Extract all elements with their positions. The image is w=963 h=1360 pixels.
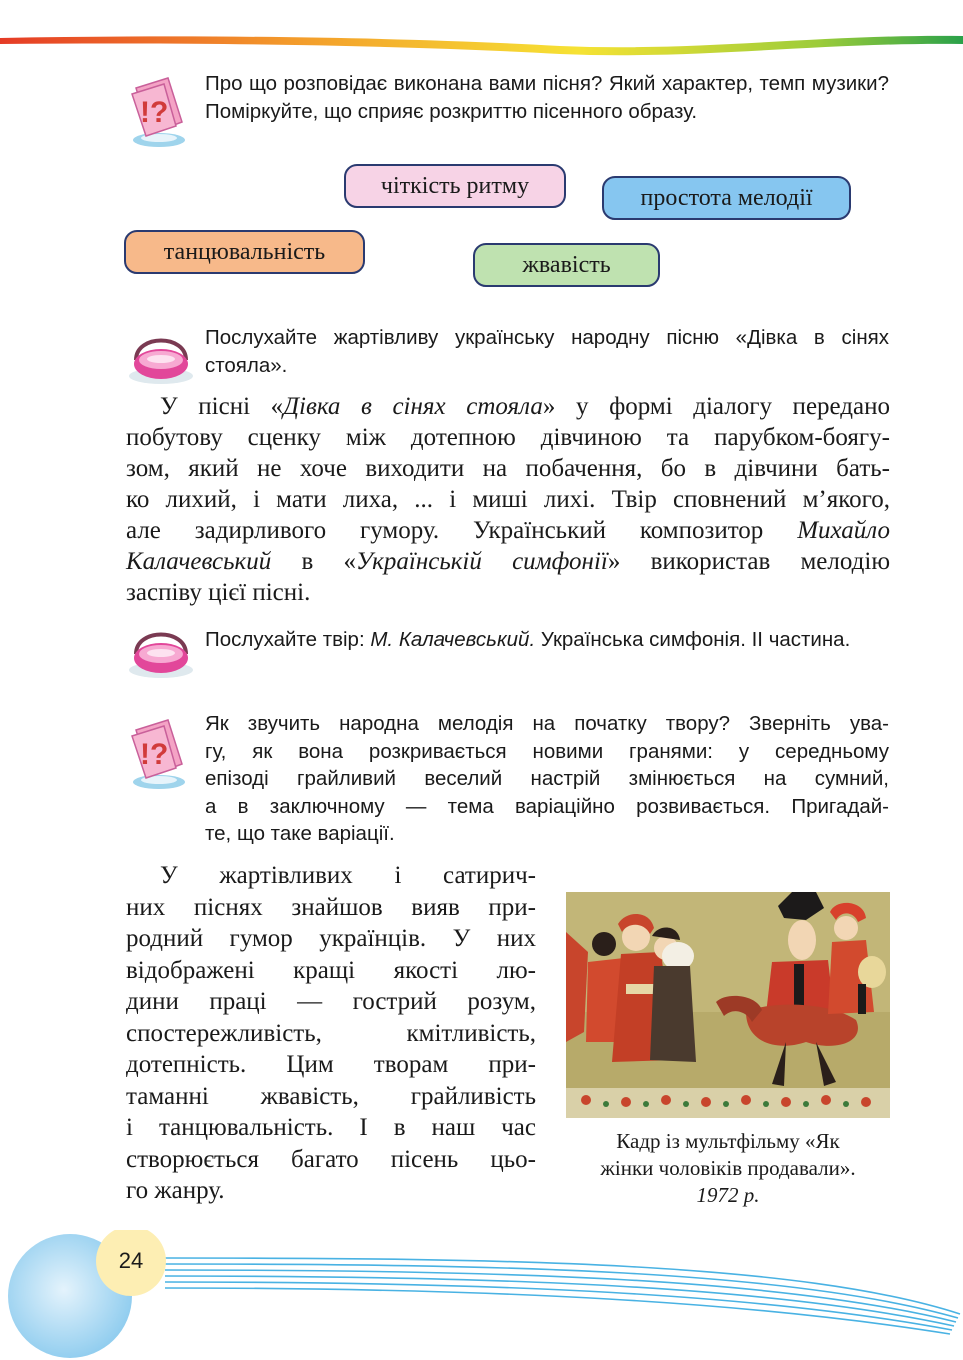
paragraph-line: створюється багато пісень цьо-	[126, 1145, 536, 1173]
paragraph-line: У пісні «Дівка в сінях стояла» у формі діалогу передано	[160, 393, 890, 420]
task-question-text-2	[205, 710, 889, 848]
paragraph-line: го жанру.	[126, 1177, 225, 1204]
headphones-icon	[126, 326, 196, 386]
paragraph-line: них піснях знайшов вияв при-	[126, 893, 536, 921]
keyword-pill-melody: простота мелодії	[602, 176, 851, 220]
svg-text:!?: !?	[140, 96, 169, 129]
paragraph-line: дотепність. Цим творам при-	[126, 1051, 536, 1078]
task-line: Як звучить народна мелодія на початку твору? Зверніть ува-	[205, 712, 889, 735]
paragraph-line: але задирливого гумору. Український композитор Михайло	[126, 517, 890, 544]
main-paragraph	[126, 391, 890, 608]
keyword-pill-liveliness: жвавість	[473, 243, 660, 287]
paragraph-line: У жартівливих і сатирич-	[160, 862, 536, 889]
paragraph-line: зом, який не хоче виходити на побачення, бо в дівчини бать-	[126, 455, 890, 482]
paragraph-line: і танцювальність. І в наш час	[126, 1114, 536, 1141]
task-line: а в заключному — тема варіаційно розвивається. Пригадай-	[205, 794, 889, 818]
song-title-italic: Дівка в сінях стояла	[283, 393, 543, 420]
top-rainbow-stripe	[0, 20, 963, 70]
page-number: 24	[118, 1248, 144, 1273]
caption-year: 1972 р.	[696, 1183, 760, 1207]
paragraph-line: заспіву цієї пісні.	[126, 579, 311, 606]
task-question-text: Про що розповідає виконана вами пісня? Який характер, темп музики? Поміркуйте, що сприяє розкриттю пісенного образу.	[205, 72, 889, 123]
svg-text:!?: !?	[140, 738, 169, 771]
task-line: епізоді грайливий веселий настрій змінюється на сумний,	[205, 767, 889, 790]
caption-line: Кадр із мультфільму «Як	[616, 1129, 840, 1153]
listen-prefix: Послухайте твір:	[205, 628, 371, 651]
keyword-pill-dance: танцювальність	[124, 230, 365, 274]
listen-work-text	[205, 626, 889, 654]
paragraph-line: спостережливість, кмітливість,	[126, 1019, 536, 1047]
paragraph-line: побутову сценку між дотепною дівчиною та парубком-боягу-	[126, 424, 890, 451]
paragraph-line: родний гумор українців. У них	[126, 925, 536, 952]
composer-name: М. Калачевський.	[370, 628, 536, 651]
listen-instruction-text: Послухайте жартівливу українську народну пісню «Дівка в сінях стояла».	[205, 326, 889, 377]
keyword-pill-rhythm: чіткість ритму	[344, 164, 566, 208]
paragraph-line: дини праці — гострий розум,	[126, 988, 536, 1015]
question-exclamation-icon	[126, 72, 192, 150]
image-caption	[560, 1128, 896, 1209]
task-line: те, що таке варіації.	[205, 822, 395, 845]
paragraph-line: таманні жвавість, грайливість	[126, 1082, 536, 1110]
paragraph-line: Калачевський в «Українській симфонії» використав мелодію	[126, 548, 890, 575]
work-title: Українська симфонія. ІІ частина.	[535, 628, 851, 651]
task-line: гу, як вона розкривається новими гранями: у середньому	[205, 739, 889, 763]
headphones-icon	[126, 620, 196, 680]
humor-paragraph	[126, 860, 536, 1207]
caption-line: жінки чоловіків продавали».	[600, 1156, 856, 1180]
paragraph-line: відображені кращі якості лю-	[126, 956, 536, 984]
paragraph-line: ко лихий, і мати лиха, ... і миші лихі. Твір сповнений м’якого,	[126, 486, 890, 513]
question-exclamation-icon	[126, 714, 192, 792]
cartoon-frame-image	[566, 892, 890, 1118]
